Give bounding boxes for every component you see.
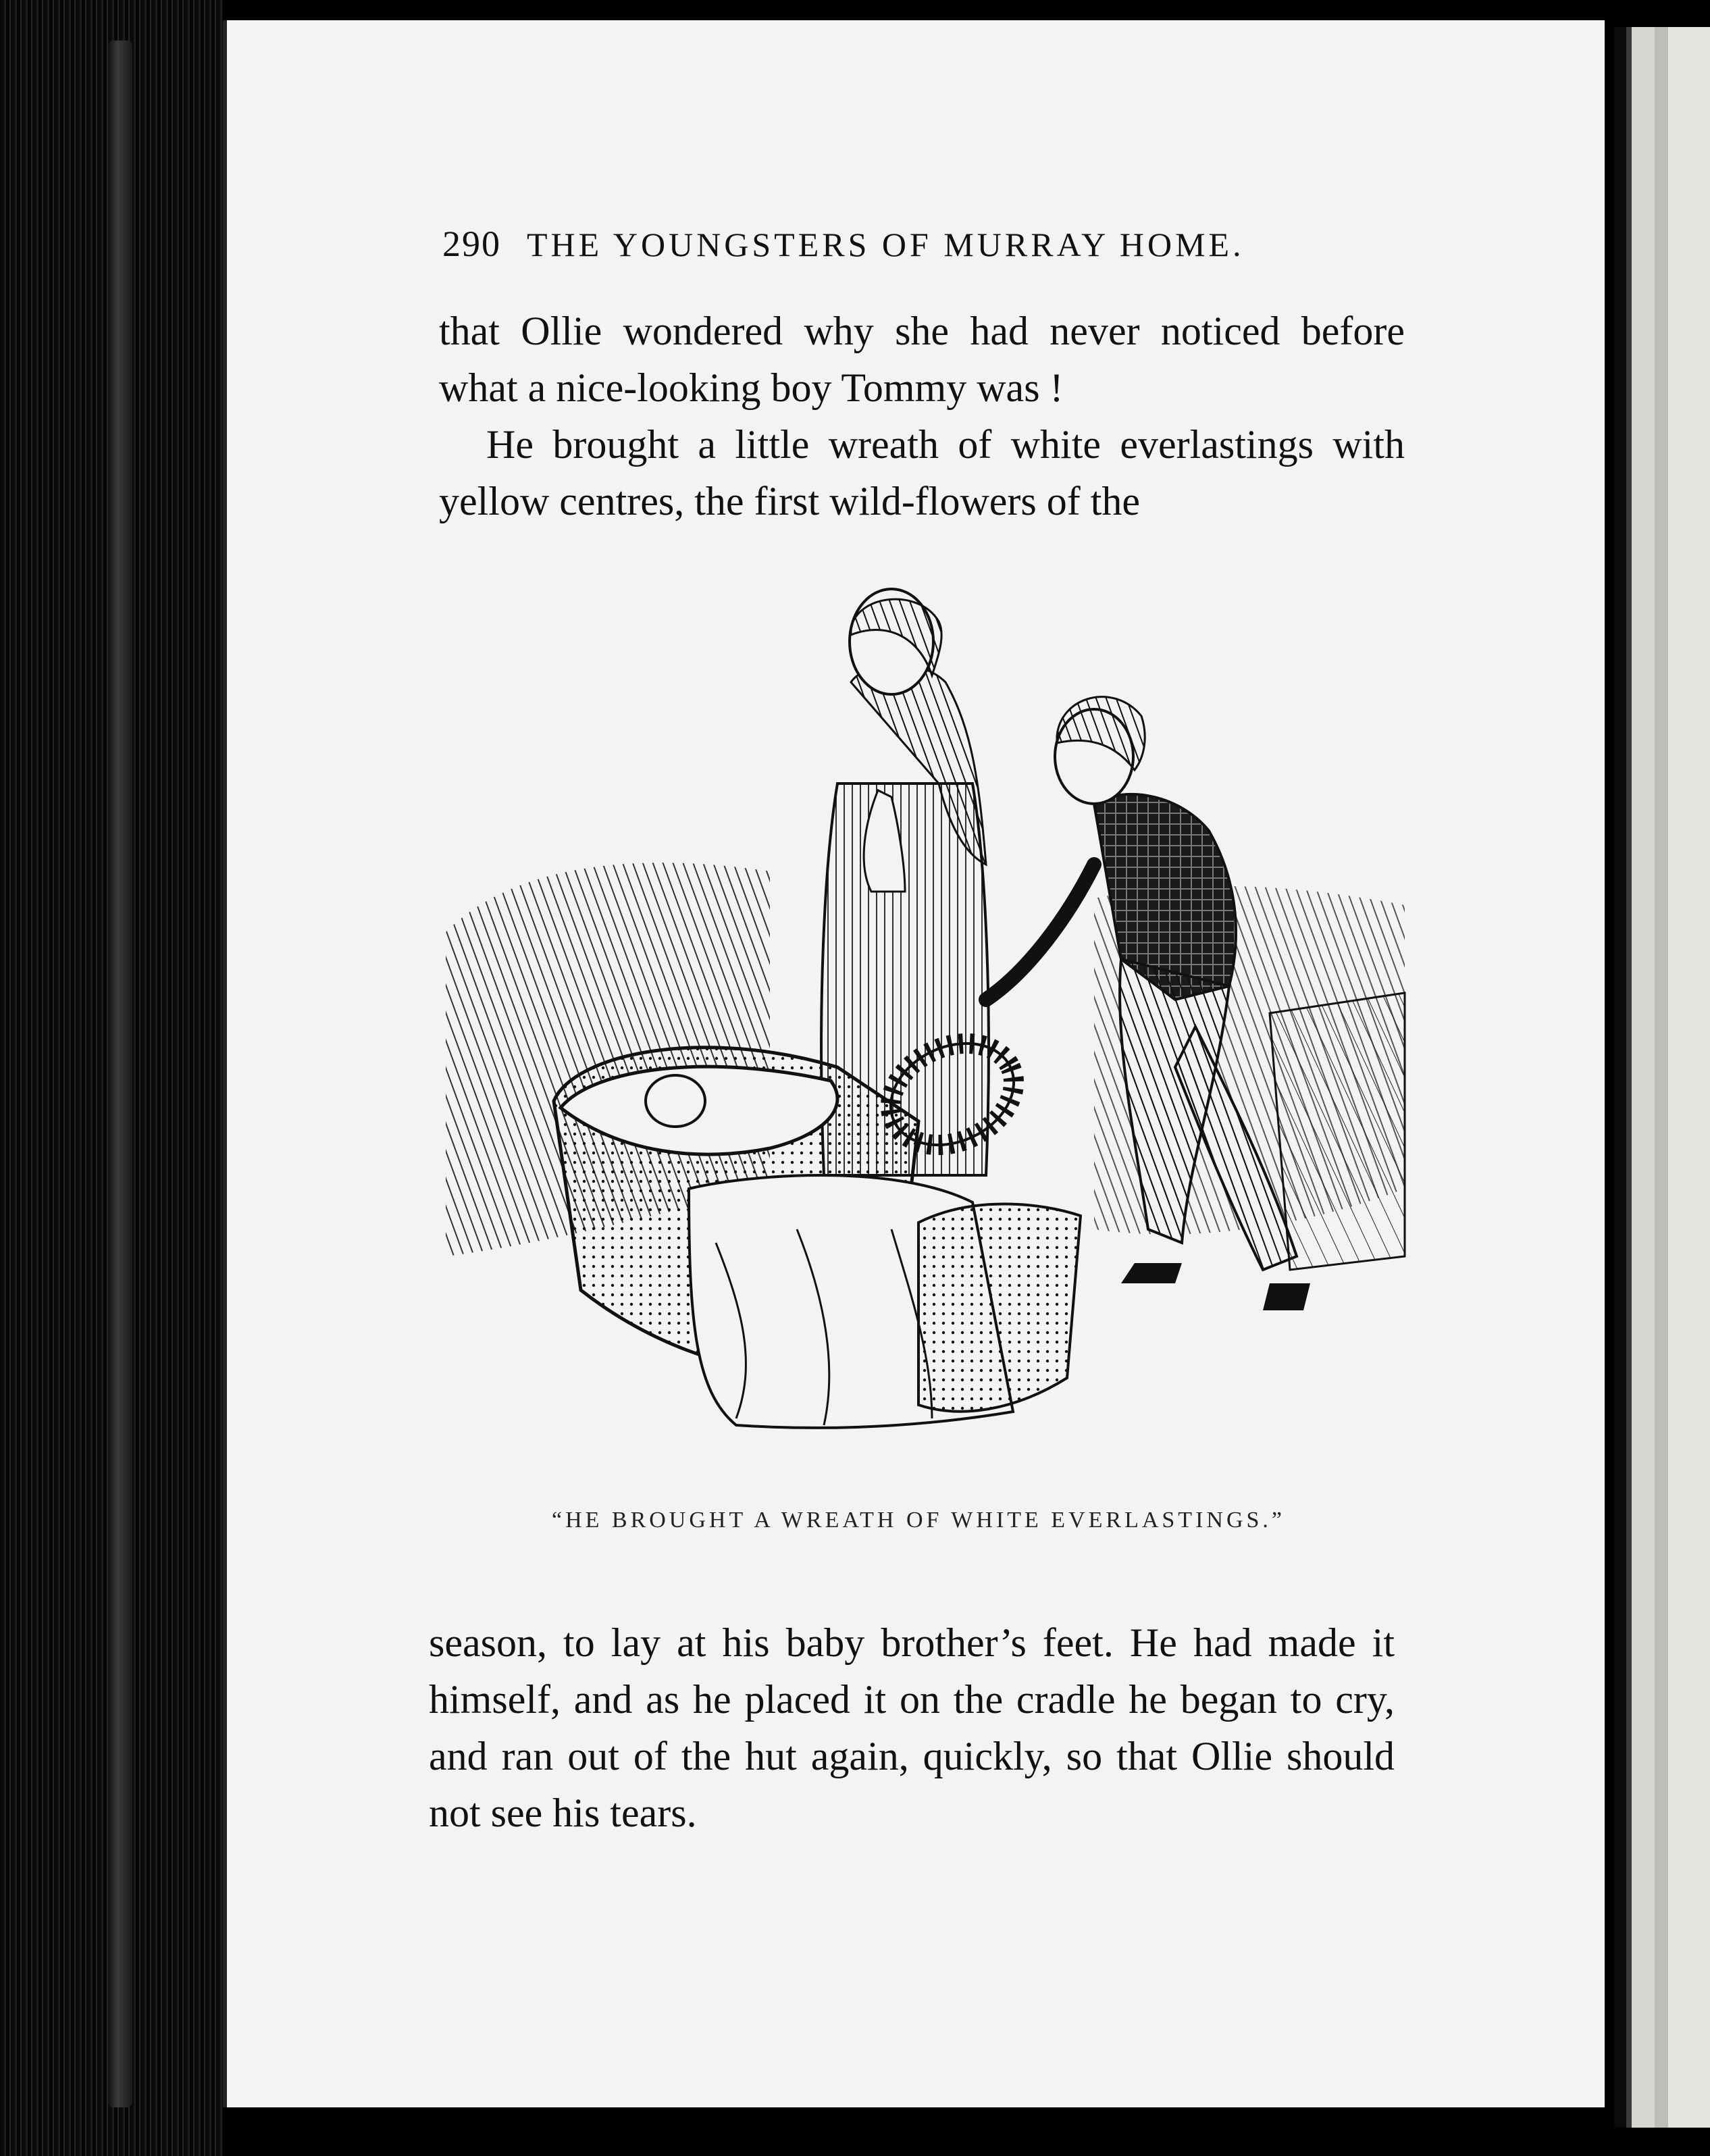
running-title: THE YOUNGSTERS OF MURRAY HOME. (527, 226, 1245, 263)
facing-page-edge (1614, 27, 1710, 2128)
illustration-caption: “HE BROUGHT A WREATH OF WHITE EVERLASTINGS.” (551, 1508, 1286, 1533)
running-head (442, 223, 1320, 265)
paragraph: that Ollie wondered why she had never noticed before what a nice-looking boy Tommy was ! (439, 309, 1405, 410)
book-spine-highlight (108, 41, 132, 2107)
body-text-top (439, 303, 1405, 530)
page-number: 290 (442, 224, 501, 264)
body-text-bottom (429, 1614, 1395, 1841)
wicker-cradle (554, 1048, 1081, 1428)
paragraph: He brought a little wreath of white everlastings with yellow centres, the first wild-flowers of the (439, 422, 1405, 523)
engraving-illustration (419, 581, 1418, 1486)
paragraph: season, to lay at his baby brother’s feet. He had made it himself, and as he placed it on the cradle he began to cry, and ran out of the hut again, quickly, so that Ollie should not see his tears. (429, 1620, 1395, 1835)
